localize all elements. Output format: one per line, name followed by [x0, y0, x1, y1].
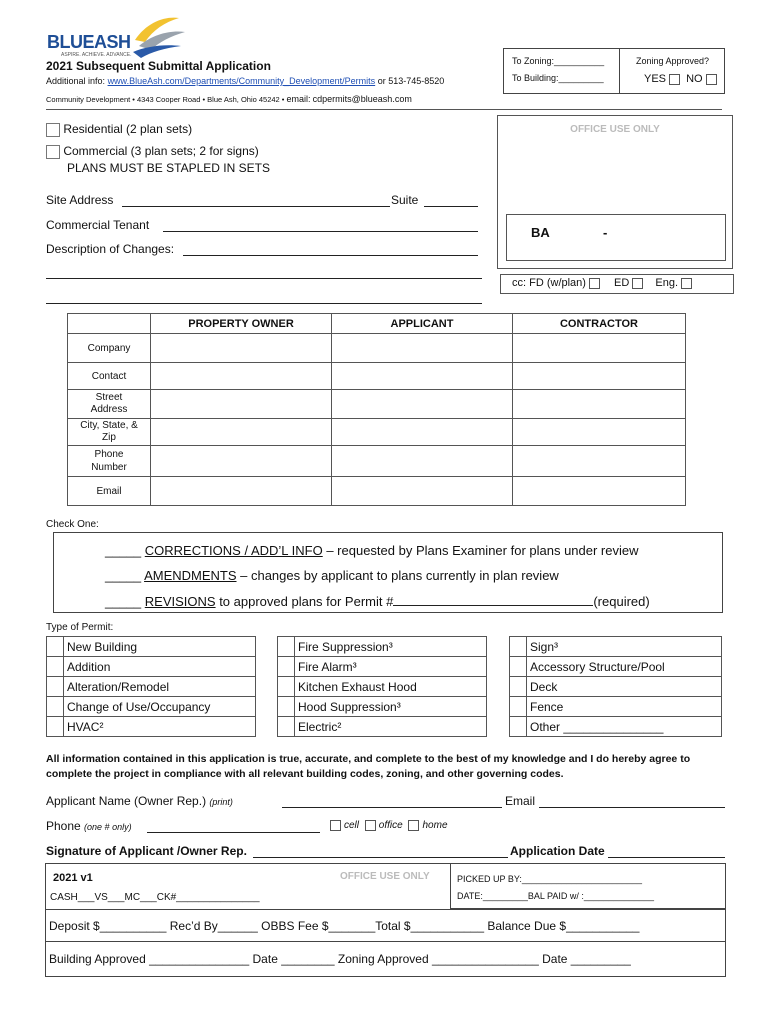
ed-checkbox[interactable]: [632, 278, 643, 289]
header-applicant: APPLICANT: [332, 314, 513, 334]
description-input-2[interactable]: [46, 266, 482, 279]
corrections-title: CORRECTIONS / ADD’L INFO: [144, 543, 323, 558]
suite-input[interactable]: [424, 193, 478, 207]
zoning-approved: Zoning Approved?: [636, 56, 710, 66]
company-owner-cell[interactable]: [151, 334, 332, 363]
fence-checkbox[interactable]: [510, 697, 527, 717]
other-checkbox[interactable]: [510, 717, 527, 737]
office-label: office: [378, 820, 403, 832]
permit-accessory: Accessory Structure/Pool: [527, 657, 722, 677]
permit-deck: Deck: [527, 677, 722, 697]
email-label: email:: [286, 94, 311, 104]
permit-col-2: [277, 636, 487, 737]
cc-row: [500, 274, 734, 294]
application-date-input[interactable]: [608, 844, 725, 858]
logo: [47, 12, 187, 62]
email-applicant-cell[interactable]: [332, 477, 513, 506]
eng-checkbox[interactable]: [681, 278, 692, 289]
street-contractor-cell[interactable]: [513, 390, 686, 419]
check-one-box: [53, 532, 723, 613]
revisions-option[interactable]: [105, 593, 650, 609]
permit-kitchen-hood: Kitchen Exhaust Hood: [295, 677, 487, 697]
fire-alarm-checkbox[interactable]: [278, 657, 295, 677]
sign-checkbox[interactable]: [510, 637, 527, 657]
approvals-line: Building Approved _______________ Date ________ Zoning Approved ________________ Date _________: [49, 952, 631, 966]
applicant-name-row: [46, 794, 233, 808]
row-city-state-zip: City, State, & Zip: [68, 419, 151, 446]
change-of-use-checkbox[interactable]: [47, 697, 64, 717]
version-label: 2021 v1: [53, 872, 93, 884]
new-building-checkbox[interactable]: [47, 637, 64, 657]
kitchen-hood-checkbox[interactable]: [278, 677, 295, 697]
header-divider: [46, 109, 722, 110]
ba-dash: -: [603, 225, 608, 240]
description-label: Description of Changes:: [46, 242, 175, 256]
ed-label: ED: [614, 277, 630, 289]
residential-label: Residential (2 plan sets): [63, 122, 193, 136]
zoning-yes-no: [644, 73, 720, 85]
office-checkbox[interactable]: [365, 820, 376, 831]
no-label: NO: [686, 73, 703, 85]
signature-label: Signature of Applicant /Owner Rep.: [46, 844, 247, 858]
logo-tagline: ASPIRE. ACHIEVE. ADVANCE.: [61, 52, 132, 58]
phone-type-options: [330, 820, 448, 831]
pickup-box: [450, 864, 726, 909]
cell-checkbox[interactable]: [330, 820, 341, 831]
permit-hvac: HVAC²: [64, 717, 256, 737]
application-date-label: Application Date: [510, 844, 605, 858]
page-title: 2021 Subsequent Submittal Application: [46, 59, 271, 73]
ba-label: BA: [531, 225, 550, 240]
commercial-option[interactable]: [46, 144, 259, 159]
deck-checkbox[interactable]: [510, 677, 527, 697]
description-input-1[interactable]: [183, 242, 478, 256]
address-text: Community Development • 4343 Cooper Road • Blue Ash, Ohio 45242 •: [46, 95, 285, 104]
office-use-label: OFFICE USE ONLY: [570, 124, 660, 135]
permit-hood-suppression: Hood Suppression³: [295, 697, 487, 717]
city-contractor-cell[interactable]: [513, 419, 686, 446]
row-phone-number: Phone Number: [68, 446, 151, 477]
to-zoning: To Zoning:__________: [512, 56, 605, 66]
routing-box: [503, 48, 725, 94]
suite-label: Suite: [391, 193, 419, 207]
commercial-checkbox[interactable]: [46, 145, 60, 159]
address-line: [46, 94, 412, 104]
hood-suppression-checkbox[interactable]: [278, 697, 295, 717]
permit-electric: Electric²: [295, 717, 487, 737]
date-paid-line: DATE:_________BAL PAID w/ :______________: [457, 891, 654, 901]
phone-contractor-cell[interactable]: [513, 446, 686, 477]
email-contractor-cell[interactable]: [513, 477, 686, 506]
permit-col-3: [509, 636, 722, 737]
corrections-desc: – requested by Plans Examiner for plans under review: [322, 543, 639, 558]
street-owner-cell[interactable]: [151, 390, 332, 419]
yes-label: YES: [644, 73, 667, 85]
phone-input[interactable]: [147, 819, 320, 833]
commercial-label: Commercial (3 plan sets; 2 for signs): [63, 144, 259, 158]
contact-owner-cell[interactable]: [151, 363, 332, 390]
staple-note: PLANS MUST BE STAPLED IN SETS: [67, 161, 270, 175]
contact-applicant-cell[interactable]: [332, 363, 513, 390]
additional-info: [46, 76, 444, 86]
corrections-blank[interactable]: _____: [105, 543, 142, 558]
amendments-option[interactable]: [105, 568, 559, 583]
row-email: Email: [68, 477, 151, 506]
email-address[interactable]: cdpermits@blueash.com: [312, 94, 412, 104]
to-building: To Building:_________: [512, 73, 604, 83]
alteration-checkbox[interactable]: [47, 677, 64, 697]
office-footer-box: [45, 863, 726, 977]
permit-new-building: New Building: [64, 637, 256, 657]
additional-info-label: Additional info:: [46, 76, 106, 86]
phone-number: or 513-745-8520: [377, 76, 445, 86]
website-link[interactable]: www.BlueAsh.com/Departments/Community_Development/Permits: [107, 76, 376, 86]
fire-suppression-checkbox[interactable]: [278, 637, 295, 657]
city-applicant-cell[interactable]: [332, 419, 513, 446]
permit-alteration: Alteration/Remodel: [64, 677, 256, 697]
header-property-owner: PROPERTY OWNER: [151, 314, 332, 334]
amendments-desc: – changes by applicant to plans currently in plan review: [236, 568, 559, 583]
phone-applicant-cell[interactable]: [332, 446, 513, 477]
permit-addition: Addition: [64, 657, 256, 677]
header-contractor: CONTRACTOR: [513, 314, 686, 334]
site-address-input[interactable]: [122, 193, 390, 207]
check-one-label: Check One:: [46, 519, 99, 530]
eng-label: Eng.: [655, 277, 679, 289]
row-street-address: Street Address: [68, 390, 151, 419]
residential-option[interactable]: [46, 122, 192, 137]
deposit-line: Deposit $__________ Rec’d By______ OBBS Fee $_______Total $___________ Balance Due $___________: [49, 919, 640, 933]
revisions-desc: to approved plans for Permit #: [215, 594, 394, 609]
permit-fire-suppression: Fire Suppression³: [295, 637, 487, 657]
revisions-suffix: (required): [593, 594, 650, 609]
company-contractor-cell[interactable]: [513, 334, 686, 363]
revisions-blank[interactable]: _____: [105, 594, 142, 609]
contact-table: [67, 313, 686, 506]
permit-fire-alarm: Fire Alarm³: [295, 657, 487, 677]
applicant-name-label: Applicant Name (Owner Rep.): [46, 794, 207, 808]
yes-checkbox[interactable]: [669, 74, 680, 85]
commercial-tenant-label: Commercial Tenant: [46, 218, 150, 232]
description-input-3[interactable]: [46, 291, 482, 304]
accessory-checkbox[interactable]: [510, 657, 527, 677]
cc-fd-label: cc: FD (w/plan): [512, 277, 586, 289]
picked-up-line: PICKED UP BY:________________________: [457, 874, 642, 884]
office-use-footer: OFFICE USE ONLY: [340, 871, 430, 882]
revisions-title: REVISIONS: [144, 594, 216, 609]
email-field-label: Email: [505, 794, 536, 808]
signature-input[interactable]: [253, 844, 508, 858]
phone-label: Phone: [46, 819, 81, 833]
city-owner-cell[interactable]: [151, 419, 332, 446]
home-label: home: [422, 820, 448, 832]
print-note: (print): [209, 797, 233, 807]
commercial-tenant-input[interactable]: [163, 218, 478, 232]
office-use-box: [497, 115, 733, 269]
company-applicant-cell[interactable]: [332, 334, 513, 363]
email-owner-cell[interactable]: [151, 477, 332, 506]
permit-fence: Fence: [527, 697, 722, 717]
amendments-blank[interactable]: _____: [105, 568, 142, 583]
permit-col-1: [46, 636, 256, 737]
permit-change-of-use: Change of Use/Occupancy: [64, 697, 256, 717]
electric-checkbox[interactable]: [278, 717, 295, 737]
permit-number-input[interactable]: [393, 593, 593, 606]
permit-other: Other _______________: [527, 717, 722, 737]
site-address-label: Site Address: [46, 193, 114, 207]
home-checkbox[interactable]: [408, 820, 419, 831]
permit-type-label: Type of Permit:: [46, 622, 114, 633]
phone-owner-cell[interactable]: [151, 446, 332, 477]
applicant-name-input[interactable]: [282, 794, 502, 808]
row-company: Company: [68, 334, 151, 363]
corrections-option[interactable]: [105, 543, 639, 558]
applicant-email-input[interactable]: [539, 794, 725, 808]
addition-checkbox[interactable]: [47, 657, 64, 677]
row-contact: Contact: [68, 363, 151, 390]
cell-label: cell: [344, 820, 360, 832]
one-only-note: (one # only): [84, 822, 132, 832]
hvac-checkbox[interactable]: [47, 717, 64, 737]
phone-row: [46, 819, 132, 833]
certification-text: All information contained in this application is true, accurate, and complete to the best of my knowledge and I do hereby agree to complete the project in compliance with all relevant building codes, zoning, and other governing codes.: [46, 753, 691, 780]
fd-checkbox[interactable]: [589, 278, 600, 289]
logo-text: BLUEASH: [47, 32, 131, 52]
contact-contractor-cell[interactable]: [513, 363, 686, 390]
payment-method-line: CASH___VS___MC___CK#_______________: [50, 892, 260, 903]
amendments-title: AMENDMENTS: [144, 568, 237, 583]
no-checkbox[interactable]: [706, 74, 717, 85]
residential-checkbox[interactable]: [46, 123, 60, 137]
permit-sign: Sign³: [527, 637, 722, 657]
street-applicant-cell[interactable]: [332, 390, 513, 419]
